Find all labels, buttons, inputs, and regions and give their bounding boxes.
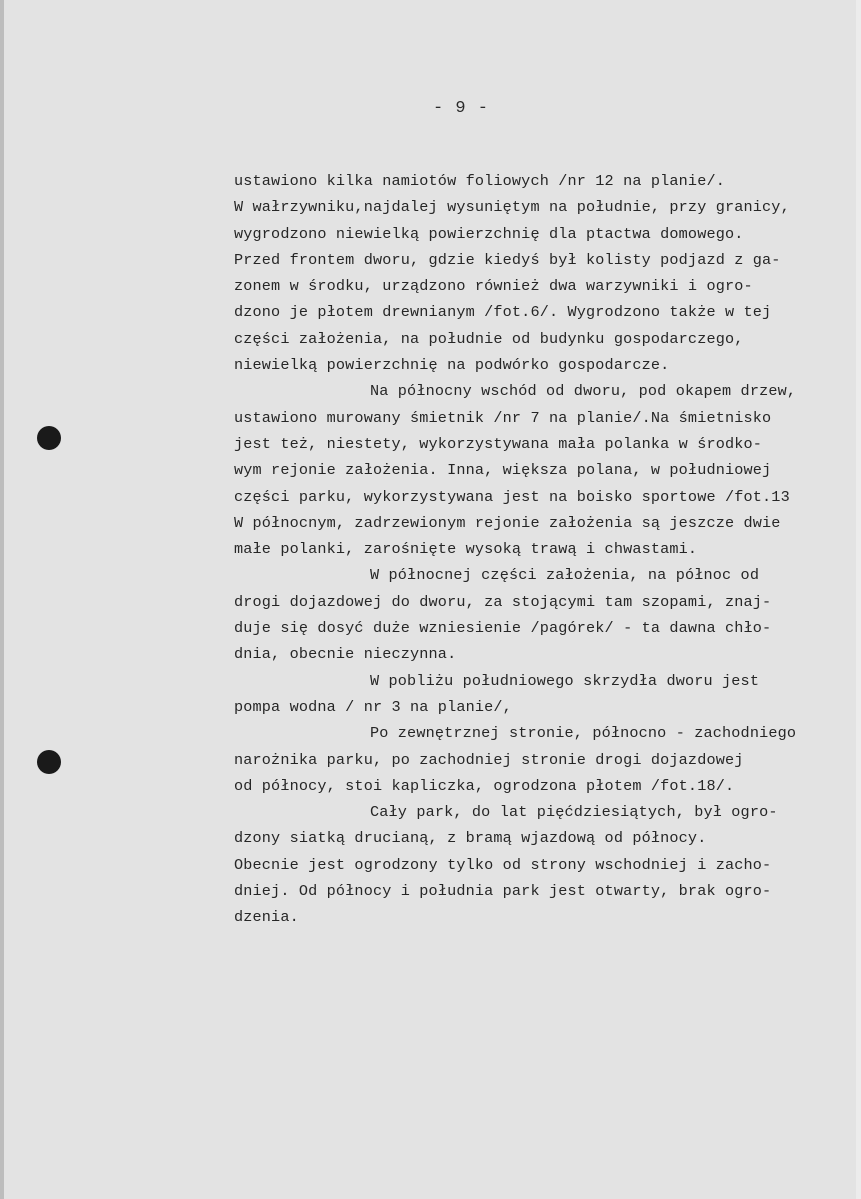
text-line: narożnika parku, po zachodniej stronie drogi dojazdowej [234, 750, 744, 769]
text-line: wym rejonie założenia. Inna, większa polana, w południowej [234, 461, 772, 480]
paragraph [234, 720, 854, 799]
text-line: pompa wodna / nr 3 na planie/, [234, 697, 512, 716]
page-number: - 9 - [433, 99, 490, 118]
paragraph [234, 799, 854, 930]
document-body [234, 168, 854, 931]
page-left-edge [0, 0, 4, 1199]
text-line: dzono je płotem drewnianym /fot.6/. Wygrodzono także w tej [234, 303, 772, 322]
punch-hole-top [37, 426, 61, 450]
text-line: dzenia. [234, 908, 299, 927]
text-line: jest też, niestety, wykorzystywana mała polanka w środko- [234, 434, 763, 453]
text-line: wygrodzono niewielką powierzchnię dla ptactwa domowego. [234, 224, 744, 243]
text-line: W północnym, zadrzewionym rejonie założenia są jeszcze dwie [234, 513, 781, 532]
text-line: Cały park, do lat pięćdziesiątych, był ogro- [370, 803, 778, 822]
text-line: dniej. Od północy i południa park jest otwarty, brak ogro- [234, 882, 772, 901]
text-line: W wałrzywniku,najdalej wysuniętym na południe, przy granicy, [234, 198, 790, 217]
paragraph [234, 668, 854, 721]
text-line: części parku, wykorzystywana jest na boisko sportowe /fot.13 [234, 487, 790, 506]
text-line: Na północny wschód od dworu, pod okapem drzew, [370, 382, 797, 401]
paragraph [234, 378, 854, 562]
text-line: ustawiono kilka namiotów foliowych /nr 12 na planie/. [234, 172, 725, 190]
text-line: niewielką powierzchnię na podwórko gospodarcze. [234, 356, 670, 375]
text-line: ustawiono murowany śmietnik /nr 7 na planie/.Na śmietnisko [234, 408, 772, 427]
text-line: Po zewnętrznej stronie, północno - zachodniego [370, 724, 797, 743]
text-line: od północy, stoi kapliczka, ogrodzona płotem /fot.18/. [234, 776, 735, 795]
text-line: Obecnie jest ogrodzony tylko od strony wschodniej i zacho- [234, 855, 772, 874]
text-line: części założenia, na południe od budynku gospodarczego, [234, 329, 744, 348]
paragraph [234, 562, 854, 667]
punch-hole-bottom [37, 750, 61, 774]
text-line: zonem w środku, urządzono również dwa warzywniki i ogro- [234, 277, 753, 296]
page-right-edge [856, 0, 861, 1199]
text-line: małe polanki, zarośnięte wysoką trawą i chwastami. [234, 540, 698, 559]
text-line: duje się dosyć duże wzniesienie /pagórek/ - ta dawna chło- [234, 619, 772, 638]
text-line: drogi dojazdowej do dworu, za stojącymi tam szopami, znaj- [234, 592, 772, 611]
text-line: dzony siatką drucianą, z bramą wjazdową od północy. [234, 829, 707, 848]
text-line: W północnej części założenia, na północ od [370, 566, 760, 585]
text-line: W pobliżu południowego skrzydła dworu jest [370, 671, 760, 690]
text-line: dnia, obecnie nieczynna. [234, 645, 457, 664]
paragraph [234, 168, 854, 378]
text-line: Przed frontem dworu, gdzie kiedyś był kolisty podjazd z ga- [234, 250, 781, 269]
